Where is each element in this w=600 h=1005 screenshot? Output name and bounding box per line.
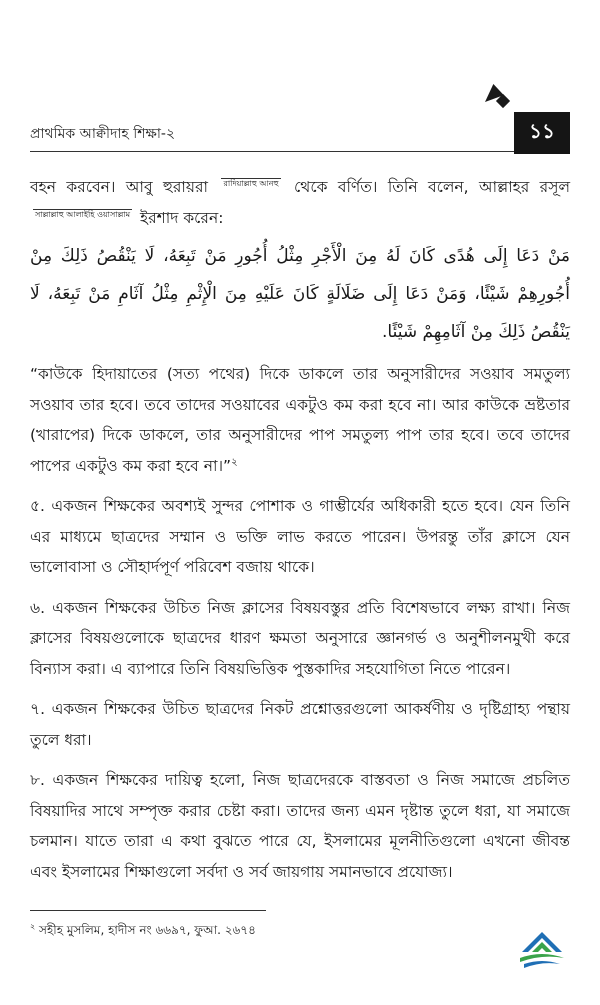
footnote-divider	[30, 910, 266, 911]
intro-text-2: থেকে বর্ণিত। তিনি বলেন, আল্লাহর রসূল	[294, 178, 570, 196]
honorific-prophet: সাল্লাল্লাহু আলাইহি ওয়াসাল্লাম	[35, 209, 131, 219]
honorific-sahabi: রাদিয়াল্লাহু আনহু	[223, 179, 279, 188]
intro-text-1: বহন করবেন। আবু হুরায়রা	[30, 178, 209, 196]
point-6: ৬. একজন শিক্ষকের উচিত নিজ ক্লাসের বিষয়বস্তুর প্রতি বিশেষভাবে লক্ষ্য রাখা। নিজ ক্লাসের বিষয়গুলোকে ছাত্রদের ধারণ ক্ষমতা অনুসারে জ্ঞানগর্ভ ও অনুশীলনমুখী করে বিন্যাস করা। এ ব্যাপারে তিনি বিষয়ভিত্তিক পুস্তকাদির সহযোগিতা নিতে পারেন।	[30, 598, 570, 678]
footnote-marker: ২	[30, 922, 36, 931]
arabic-hadith: مَنْ دَعَا إِلَى هُدًى كَانَ لَهُ مِنَ الْأَجْرِ مِثْلُ أُجُورِ مَنْ تَبِعَهُ، لَا يَنْقُصُ ذَلِكَ مِنْ أُجُورِهِمْ شَيْئًا، وَمَنْ دَعَا إِلَى ضَلَالَةٍ كَانَ عَلَيْهِ مِنَ الْإِثْمِ مِثْلُ آثَامِ مَنْ تَبِعَهُ، لَا يَنْقُصُ ذَلِكَ مِنْ آثَامِهِمْ شَيْئًا.	[30, 246, 570, 342]
intro-paragraph	[30, 172, 570, 233]
footnote	[30, 922, 256, 942]
header-divider	[30, 151, 514, 152]
intro-text-3: ইরশাদ করেন:	[140, 208, 224, 227]
point-8: ৮. একজন শিক্ষকের দায়িত্ব হলো, নিজ ছাত্রদেরকে বাস্তবতা ও নিজ সমাজে প্রচলিত বিষয়াদির সাথে সম্পৃক্ত করার চেষ্টা করা। তাদের জন্য এমন দৃষ্টান্ত তুলে ধরা, যা সমাজে চলমান। যাতে তারা এ কথা বুঝতে পারে যে, ইসলামের মূলনীতিগুলো এখনো জীবন্ত এবং ইসলামের শিক্ষাগুলো সর্বদা ও সর্ব জায়গায় সমানভাবে প্রযোজ্য।	[30, 771, 570, 881]
point-5: ৫. একজন শিক্ষকের অবশ্যই সুন্দর পোশাক ও গাম্ভীর্যের অধিকারী হতে হবে। যেন তিনি এর মাধ্যমে ছাত্রদের সম্মান ও ভক্তি লাভ করতে পারেন। উপরন্তু তাঁর ক্লাসে যেন ভালোবাসা ও সৌহার্দপূর্ণ পরিবেশ বজায় থাকে।	[30, 497, 570, 576]
page-body	[30, 172, 570, 897]
publisher-logo	[518, 930, 566, 970]
footnote-text: সহীহ মুসলিম, হাদীস নং ৬৬৯৭, ফুআ. ২৬৭৪	[39, 923, 256, 937]
page-header	[30, 118, 570, 152]
translation-paragraph	[30, 359, 570, 481]
book-title: প্রাথমিক আক্বীদাহ শিক্ষা-২	[30, 126, 176, 142]
translation-text: “কাউকে হিদায়াতের (সত্য পথের) দিকে ডাকলে তার অনুসারীদের সওয়াব সমতুল্য সওয়াব তার হবে। তবে তাদের সওয়াবের একটুও কম করা হবে না। আর কাউকে ভ্রষ্টতার (খারাপের) দিকে ডাকলে, তার অনুসারীদের পাপ সমতুল্য পাপ তার হবে। তবে তাদের পাপের একটুও কম করা হবে না।”	[30, 365, 570, 475]
page-number: ১১	[514, 112, 570, 154]
footnote-reference: ২	[231, 456, 238, 468]
point-7: ৭. একজন শিক্ষকের উচিত ছাত্রদের নিকট প্রশ্নোত্তরগুলো আকর্ষণীয় ও দৃষ্টিগ্রাহ্য পন্থায় তুলে ধরা।	[30, 700, 570, 749]
